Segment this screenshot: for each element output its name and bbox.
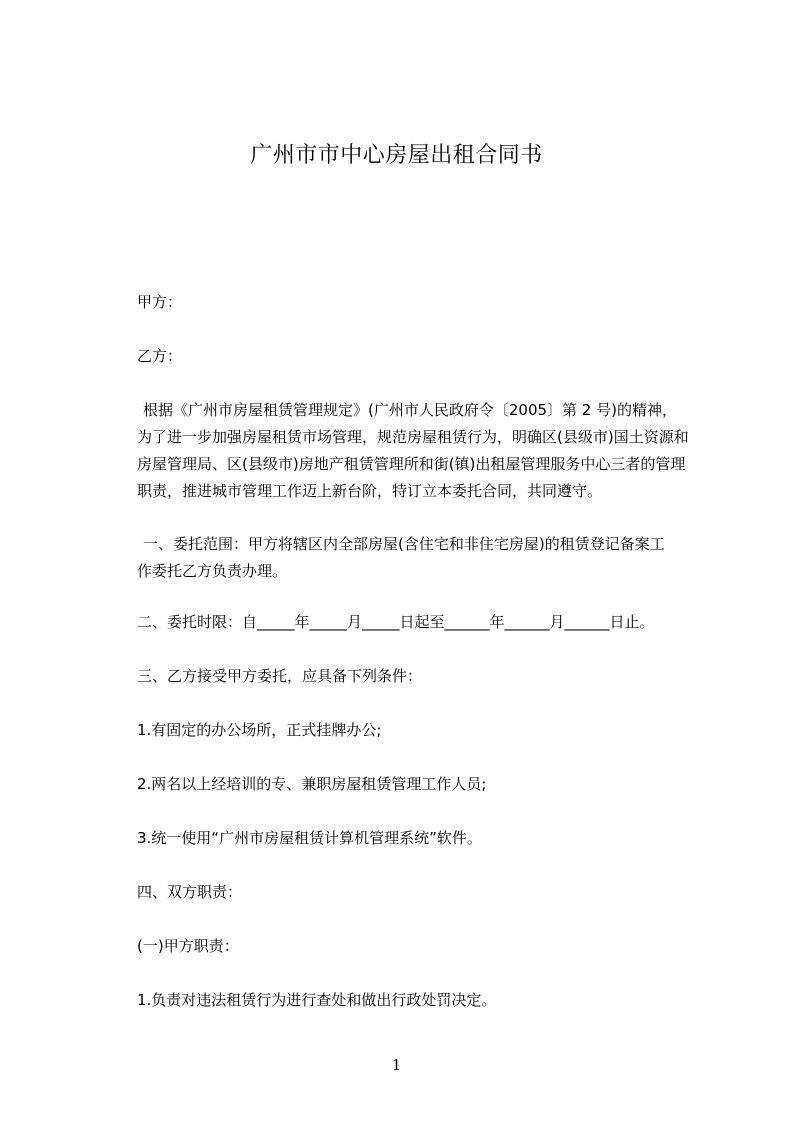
document-title: 广州市市中心房屋出租合同书 bbox=[250, 143, 543, 168]
condition-2: 2.两名以上经培训的专、兼职房屋租赁管理工作人员; bbox=[137, 775, 487, 793]
clause-1-line-2: 作委托乙方负责办理。 bbox=[137, 562, 288, 580]
party-b-label: 乙方： bbox=[137, 347, 183, 365]
condition-1: 1.有固定的办公场所，正式挂牌办公; bbox=[137, 721, 382, 739]
preamble-line-1: 根据《广州市房屋租赁管理规定》(广州市人民政府令〔2005〕第 2 号)的精神， bbox=[143, 401, 677, 419]
clause-4-heading: 四、双方职责： bbox=[137, 883, 243, 901]
condition-3: 3.统一使用“广州市房屋租赁计算机管理系统”软件。 bbox=[137, 829, 482, 847]
preamble-line-4: 职责，推进城市管理工作迈上新台阶，特订立本委托合同，共同遵守。 bbox=[137, 482, 603, 500]
preamble-line-3: 房屋管理局、区(县级市)房地产租赁管理所和街(镇)出租屋管理服务中心三者的管理 bbox=[137, 455, 686, 473]
clause-3-heading: 三、乙方接受甲方委托，应具备下列条件： bbox=[137, 667, 423, 685]
party-a-label: 甲方： bbox=[137, 293, 183, 311]
clause-1-line-1: 一、委托范围：甲方将辖区内全部房屋(含住宅和非住宅房屋)的租赁登记备案工 bbox=[143, 535, 665, 553]
party-a-duties-heading: (一)甲方职责： bbox=[137, 937, 239, 955]
clause-2-term: 二、委托时限：自_____年_____月_____日起至______年______月______日止。 bbox=[137, 613, 655, 631]
party-a-duty-1: 1.负责对违法租赁行为进行查处和做出行政处罚决定。 bbox=[137, 991, 497, 1009]
page-number: 1 bbox=[391, 1056, 402, 1074]
preamble-line-2: 为了进一步加强房屋租赁市场管理，规范房屋租赁行为，明确区(县级市)国土资源和 bbox=[137, 428, 689, 446]
